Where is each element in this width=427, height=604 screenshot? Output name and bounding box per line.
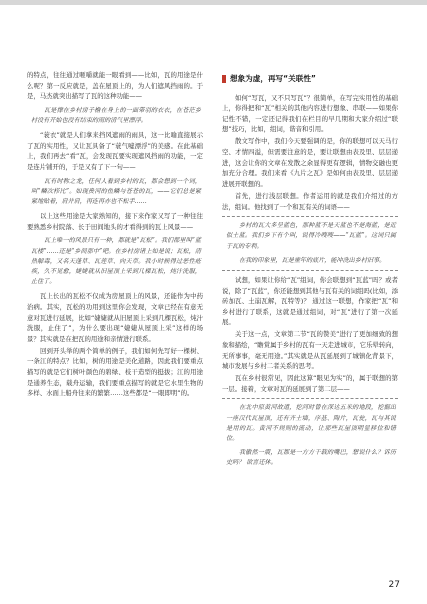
- quoted-excerpt: 瓦上唯一的风景只有一种，都就是“瓦松”。我们都里叫“蓝瓦楼”……还是“乡间那中”吧。在乡村房诸上如是说；瓦松，清热解毒，又名天蓬草、瓦莲草、向天草。我小时候得过恶性疮疾，久不见愈，婕婕就从旧屋顶上采到几棵瓦松，炖汁洗服，止住了。: [31, 237, 201, 286]
- section-heading: [222, 74, 398, 85]
- section-heading-text: 想象为虚，再写“关联性”: [230, 74, 316, 83]
- quoted-excerpt: 在北中原黄河故道，挖河时曾在深达五米的地段，挖掘出一座汉代瓦屋顶，还有齐土墙，序基、陶片，瓦瓮，瓦与其说是用的瓦。黄河不规则的流动，让那些瓦屋顶明显移位和错位。: [226, 404, 396, 443]
- quoted-excerpt: 我徽然一震，瓦都是一方方千载的嘴巴，想说什么？诉历史吗？ 欲言还休。: [226, 449, 396, 467]
- paragraph: 的特点，往往通过咂嚼就能一眼看到——比如，瓦的用途是什么呢？第一反应就是，盖在屋顶上的，为人们遮风挡雨的。于是，马杰就突出描写了瓦的这种功能——: [27, 71, 203, 101]
- quoted-excerpt: 瓦是撑在乡村房子檐在身上的一面带羽的衣衣，在苍茫乡村没有开始也没有结束的雨的清气里漂浮。: [31, 106, 201, 124]
- quoted-excerpt: 乡村的瓦大多呈蓝色，那种蓝不是天蓝也不是海蓝，是近似土蓝。我们乡下有个叫，说得冷嗖嗖——“瓦蓝”。这词只属于瓦的专利。: [226, 222, 396, 250]
- top-gray-strip: [0, 0, 427, 5]
- quoted-excerpt: 瓦有时称之龙，任何人看到乡村的瓦，都会想到一个词，叫“鳞次栉比”。如现贵河的鱼鳞与苍苍的瓦，——它们总是紧紧地贴着，肩并肩，再连再亦也不松手……: [31, 177, 201, 205]
- paragraph: 如何“写瓦，又不只写瓦”？很简单，在写完实用性的基础上，你得把和“瓦”相关的其他内容进行想象、串联——如果你记性不错，一定还记得我们在栏目的早几期和大家介绍过“联想”技巧，比如，组词，谐音和引用。: [222, 93, 398, 134]
- dashed-divider: [222, 398, 398, 399]
- left-column: [27, 70, 203, 400]
- paragraph: 回到开头举的两个简单的例子，我们如何先写好一棵树、一条江的特点？比如，树的用途是美化道路，因此我们要重点描写的就是它们树叶颜色的碧绿、枝干造型的挺拔；江的用途是通养生态，载舟运输，我们要重点描写的就是它水里生物的多样、水面上船舟往来的繁繁……这些都是“一眼即明”的。: [27, 346, 203, 398]
- page-number: 27: [388, 580, 400, 590]
- dashed-divider: [222, 270, 398, 271]
- paragraph: 试想，如果让你给“瓦”组词，你会联想到“瓦蓝”吗？或者说，除了“瓦蓝”，你还能想到其他与瓦有关的词组吗(比如，添砖加瓦、土崩瓦解，瓦特等)？ 通过这一联想，作家把“瓦”和乡村进行了联系，这就是通过组词，对“瓦”进行了第一次延展。: [222, 275, 398, 327]
- paragraph: 首先，进行浅层联想。作者运用的就是我们介绍过的方法，组词。他找到了一个和瓦有关的词语——: [222, 191, 398, 211]
- quoted-excerpt: 在我的印象里，瓦是童年的底片，能冲洗出乡村旧事。: [239, 256, 386, 264]
- dashed-divider: [222, 216, 398, 217]
- paragraph: 关于这一点，文章第二节“瓦的赞美”进行了更加细致的想象和描绘，“瞻赏属于乡村的瓦有一天走进城市，它乐晕转向，无所事事，毫无用途。”其实就是从瓦延展到了城镇化背景下，城市发展与乡村二者关系的思考。: [222, 330, 398, 371]
- paragraph: 瓦在乡村很常见，因此这算“眼见为实”的，属于联想的第一层。接着，文章对瓦的延展到了第二层——: [222, 374, 398, 393]
- paragraph: 以上这些用途是大家熟知的，接下来作家又写了一种往往要熟悉乡村院落、长于田间地头的才看得到的瓦上风景——: [27, 212, 203, 231]
- heading-marker-icon: [222, 75, 226, 83]
- paragraph: 瓦上长出的瓦松不仅成为房屋顶上的风景，还能作为中药治病。其实，瓦松的功用到这里你会发现，文章已经在有意无意对瓦进行延展，比如“婕婕就从旧屋顶上采到几棵瓦松，炖汁洗服，止住了”，为什么要出现“婕婕从屋顶上采”这样的场景？其实就是在把瓦的用途和亲情进行联系。: [27, 292, 203, 343]
- right-column: [222, 74, 398, 473]
- paragraph: 散文写作中，我们今天要强调的是，你的联想可以天马行空、才情四溢，但需要注意的是，要让联想由表及里、层层递进，这会让你的文章在发散之余显得更有逻辑，情物交融也更加充分合理。我们来看《九片之瓦》是如何由表及里、层层递进展开联想的。: [222, 137, 398, 188]
- paragraph: “蓑衣”就是人们拿来挡风遮雨的雨具，这一比喻直接展示了瓦的实用性，又让瓦具备了“蓑气嘘漂浮”的美感。在此基础上，我们再去“看”瓦，会发现瓦要实现遮风挡雨的功能，一定是连片铺开的，于是又有了下一句——: [27, 131, 203, 171]
